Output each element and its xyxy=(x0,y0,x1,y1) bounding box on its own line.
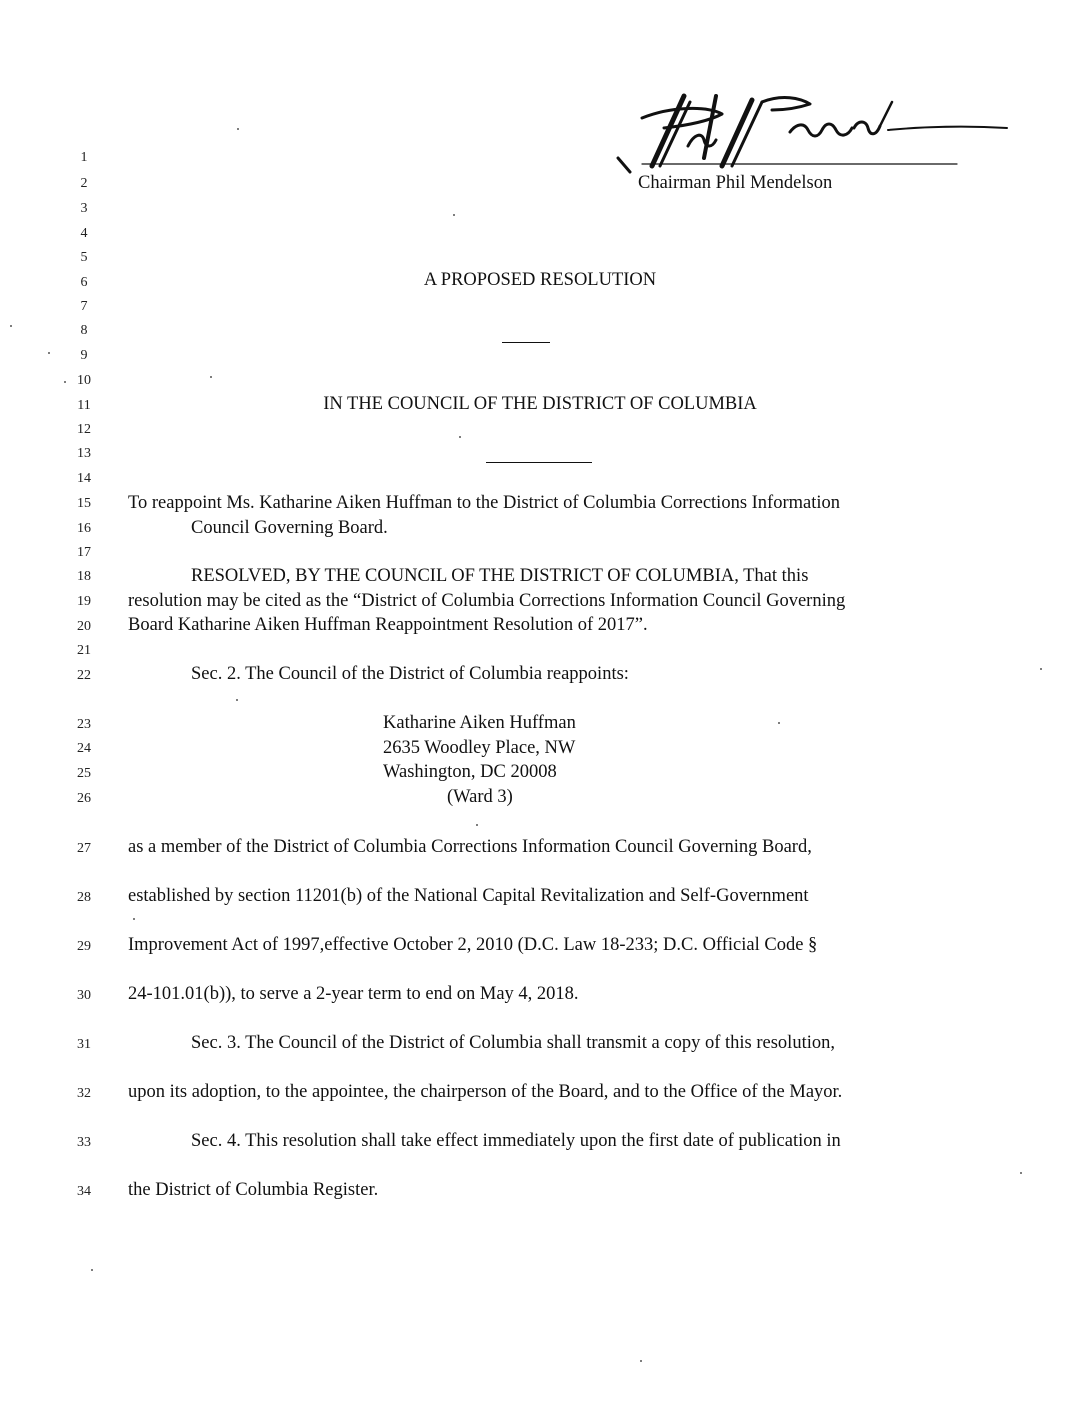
resolved-line-2: resolution may be cited as the “District of Columbia Corrections Information Council Governing xyxy=(128,591,846,611)
title-rule xyxy=(502,342,550,343)
line-number: 5 xyxy=(80,250,88,265)
line-number: 3 xyxy=(80,201,88,216)
purpose-line-1: To reappoint Ms. Katharine Aiken Huffman to the District of Columbia Corrections Information xyxy=(128,493,841,513)
sec2-body-4: 24-101.01(b)), to serve a 2-year term to end on May 4, 2018. xyxy=(128,984,579,1004)
scan-speck xyxy=(133,918,135,920)
line-number: 8 xyxy=(80,323,88,338)
scan-speck xyxy=(476,824,478,826)
appointee-street: 2635 Woodley Place, NW xyxy=(383,738,576,758)
line-number: 10 xyxy=(77,373,91,388)
line-number: 15 xyxy=(77,496,91,511)
resolved-line-3: Board Katharine Aiken Huffman Reappointment Resolution of 2017”. xyxy=(128,615,648,635)
line-number: 33 xyxy=(77,1135,91,1150)
scan-speck xyxy=(236,699,238,701)
appointee-city: Washington, DC 20008 xyxy=(383,762,557,782)
appointee-name: Katharine Aiken Huffman xyxy=(383,713,576,733)
sec2-body-3: Improvement Act of 1997,effective October 2, 2010 (D.C. Law 18-233; D.C. Official Code § xyxy=(128,935,818,955)
line-number: 9 xyxy=(80,348,88,363)
sec2-body-2: established by section 11201(b) of the National Capital Revitalization and Self-Government xyxy=(128,886,809,906)
line-number: 19 xyxy=(77,594,91,609)
line-number: 1 xyxy=(80,150,88,165)
purpose-line-2: Council Governing Board. xyxy=(191,518,388,538)
line-number: 23 xyxy=(77,717,91,732)
line-number: 34 xyxy=(77,1184,91,1199)
line-number: 32 xyxy=(77,1086,91,1101)
line-number: 13 xyxy=(77,446,91,461)
line-number: 29 xyxy=(77,939,91,954)
document-title: A PROPOSED RESOLUTION xyxy=(423,270,657,290)
sec4-line-1: Sec. 4. This resolution shall take effect immediately upon the first date of publication in xyxy=(191,1131,841,1151)
scan-speck xyxy=(210,376,212,378)
signature-name: Chairman Phil Mendelson xyxy=(638,173,833,193)
sec4-line-2: the District of Columbia Register. xyxy=(128,1180,379,1200)
scan-speck xyxy=(778,722,780,724)
scan-speck xyxy=(237,128,239,130)
line-number: 30 xyxy=(77,988,91,1003)
sec2-body-1: as a member of the District of Columbia Corrections Information Council Governing Board, xyxy=(128,837,812,857)
line-number: 7 xyxy=(80,299,88,314)
line-number: 27 xyxy=(77,841,91,856)
council-rule xyxy=(486,462,592,463)
line-number: 28 xyxy=(77,890,91,905)
line-number: 18 xyxy=(77,569,91,584)
resolved-line-1: RESOLVED, BY THE COUNCIL OF THE DISTRICT OF COLUMBIA, That this xyxy=(191,566,809,586)
line-number: 21 xyxy=(77,643,91,658)
line-number: 31 xyxy=(77,1037,91,1052)
line-number: 2 xyxy=(80,176,88,191)
line-number: 11 xyxy=(77,398,91,413)
line-number: 16 xyxy=(77,521,91,536)
scan-speck xyxy=(1020,1172,1022,1174)
sec3-line-2: upon its adoption, to the appointee, the chairperson of the Board, and to the Office of the Mayor. xyxy=(128,1082,843,1102)
scan-speck xyxy=(10,325,12,327)
line-number: 20 xyxy=(77,619,91,634)
scan-speck xyxy=(91,1269,93,1271)
sec2-intro: Sec. 2. The Council of the District of Columbia reappoints: xyxy=(191,664,629,684)
line-number: 4 xyxy=(80,226,88,241)
signature-image xyxy=(612,88,1032,178)
sec3-line-1: Sec. 3. The Council of the District of Columbia shall transmit a copy of this resolution, xyxy=(191,1033,835,1053)
scan-speck xyxy=(640,1360,642,1362)
scan-speck xyxy=(1040,668,1042,670)
line-number: 17 xyxy=(77,545,91,560)
scan-speck xyxy=(64,381,66,383)
line-number: 26 xyxy=(77,791,91,806)
scan-speck xyxy=(48,352,50,354)
line-number: 6 xyxy=(80,275,88,290)
line-number: 22 xyxy=(77,668,91,683)
appointee-ward: (Ward 3) xyxy=(447,787,513,807)
line-number: 12 xyxy=(77,422,91,437)
scan-speck xyxy=(453,214,455,216)
council-heading: IN THE COUNCIL OF THE DISTRICT OF COLUMBIA xyxy=(323,394,757,414)
scan-speck xyxy=(459,436,461,438)
line-number: 14 xyxy=(77,471,91,486)
line-number: 25 xyxy=(77,766,91,781)
line-number: 24 xyxy=(77,741,91,756)
